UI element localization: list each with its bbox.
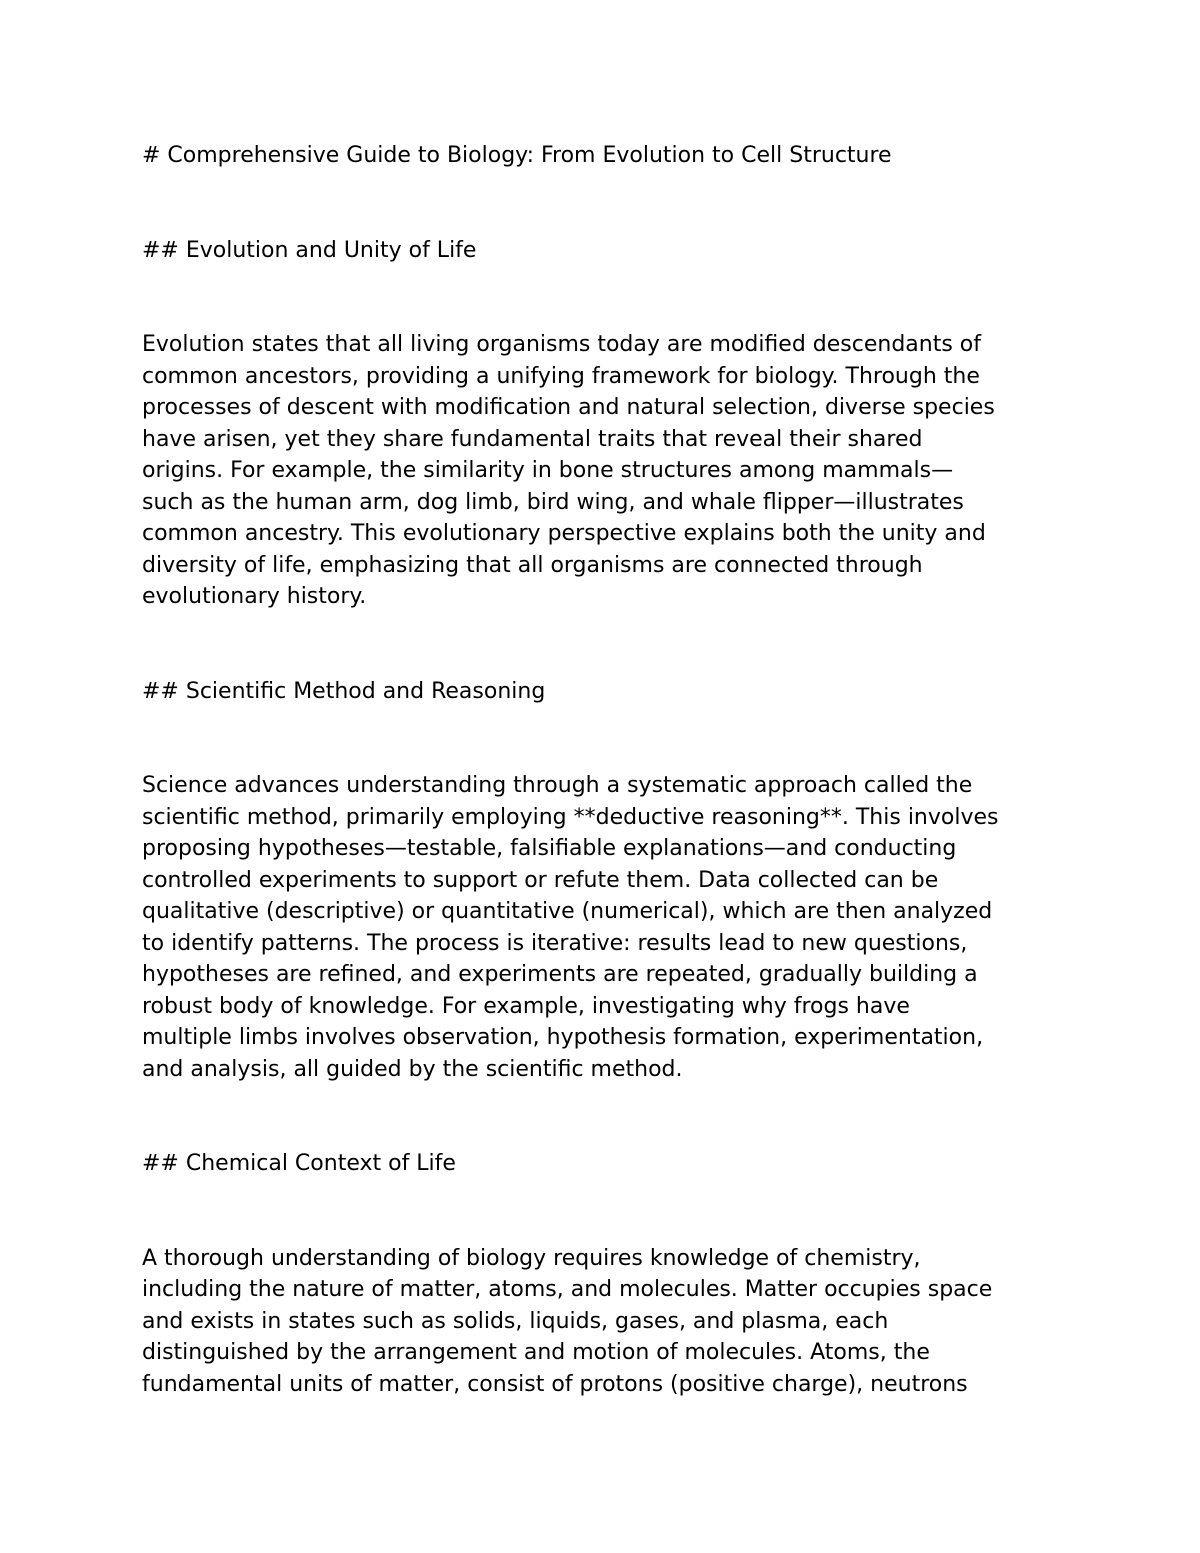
section-heading-evolution: ## Evolution and Unity of Life xyxy=(142,237,477,263)
paragraph-line: diversity of life, emphasizing that all organisms are connected through xyxy=(142,552,923,578)
paragraph-line: and exists in states such as solids, liquids, gases, and plasma, each xyxy=(142,1308,889,1334)
section-heading-scientific-method: ## Scientific Method and Reasoning xyxy=(142,678,546,704)
document-body xyxy=(142,140,1067,1400)
section-paragraph-chemical-context xyxy=(142,1243,1067,1401)
paragraph-line: qualitative (descriptive) or quantitative (numerical), which are then analyzed xyxy=(142,899,993,924)
paragraph-line: origins. For example, the similarity in bone structures among mammals— xyxy=(142,458,954,483)
section-paragraph-scientific-method xyxy=(142,770,1067,1085)
paragraph-line: scientific method, primarily employing **deductive reasoning**. This involves xyxy=(142,804,999,830)
paragraph-line: Science advances understanding through a systematic approach called the xyxy=(142,773,973,798)
paragraph-line: including the nature of matter, atoms, and molecules. Matter occupies space xyxy=(142,1277,993,1302)
paragraph-line: proposing hypotheses—testable, falsifiable explanations—and conducting xyxy=(142,836,957,861)
paragraph-line: A thorough understanding of biology requires knowledge of chemistry, xyxy=(142,1245,921,1271)
paragraph-line: to identify patterns. The process is iterative: results lead to new questions, xyxy=(142,930,968,956)
paragraph-line: fundamental units of matter, consist of protons (positive charge), neutrons xyxy=(142,1371,968,1397)
section-paragraph-evolution xyxy=(142,329,1067,613)
paragraph-line: common ancestry. This evolutionary perspective explains both the unity and xyxy=(142,521,986,546)
paragraph-line: robust body of knowledge. For example, investigating why frogs have xyxy=(142,993,910,1019)
paragraph-line: Evolution states that all living organisms today are modified descendants of xyxy=(142,332,981,357)
section-heading-chemical-context: ## Chemical Context of Life xyxy=(142,1151,456,1176)
paragraph-line: multiple limbs involves observation, hypothesis formation, experimentation, xyxy=(142,1025,984,1050)
paragraph-line: and analysis, all guided by the scientific method. xyxy=(142,1056,683,1082)
paragraph-line: controlled experiments to support or refute them. Data collected can be xyxy=(142,867,939,893)
paragraph-line: hypotheses are refined, and experiments are repeated, gradually building a xyxy=(142,962,978,987)
paragraph-line: evolutionary history. xyxy=(142,584,367,609)
paragraph-line: processes of descent with modification and natural selection, diverse species xyxy=(142,395,995,420)
document-title: # Comprehensive Guide to Biology: From Evolution to Cell Structure xyxy=(142,143,892,168)
paragraph-line: common ancestors, providing a unifying framework for biology. Through the xyxy=(142,363,980,389)
paragraph-line: such as the human arm, dog limb, bird wing, and whale flipper—illustrates xyxy=(142,489,964,515)
paragraph-line: distinguished by the arrangement and motion of molecules. Atoms, the xyxy=(142,1340,930,1365)
paragraph-line: have arisen, yet they share fundamental traits that reveal their shared xyxy=(142,426,923,452)
